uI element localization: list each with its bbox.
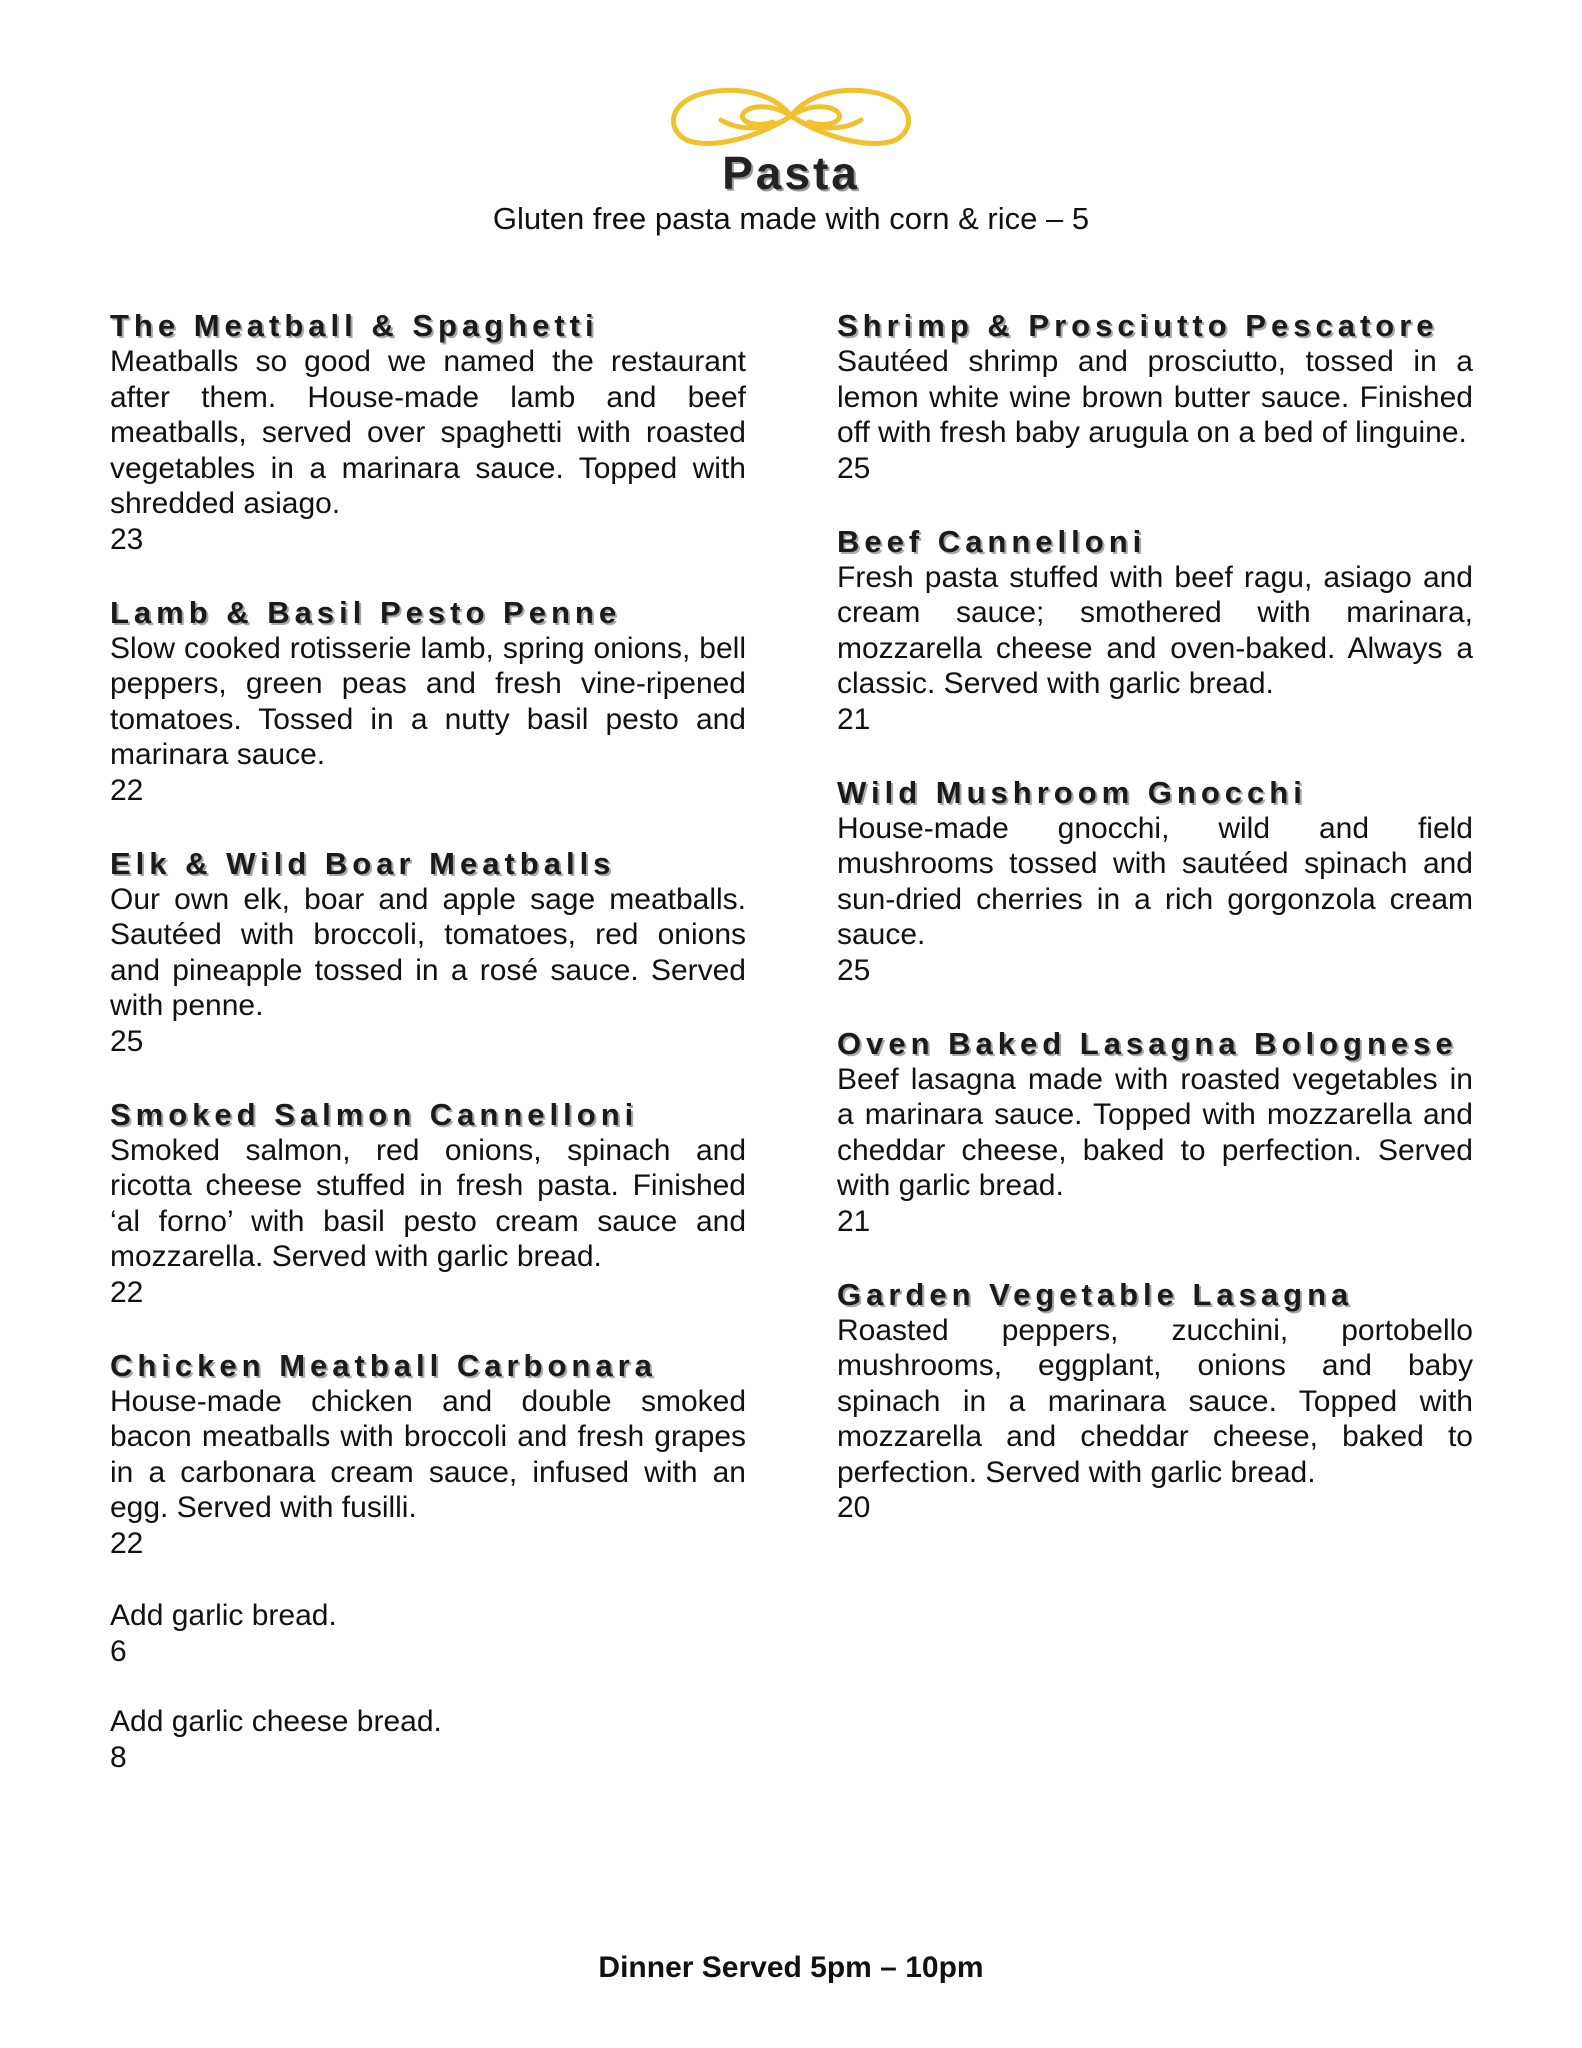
menu-item-price: 21: [837, 1204, 871, 1238]
menu-item-description: Fresh pasta stuffed with beef ragu, asiago and cream sauce; smothered with marinara, mozzarella cheese and oven-baked. Always a classic. Served with garlic bread.: [837, 560, 1473, 700]
menu-item-name: Chicken Meatball Carbonara: [110, 1347, 657, 1383]
menu-item-description: Our own elk, boar and apple sage meatballs. Sautéed with broccoli, tomatoes, red onions and pineapple tossed in a rosé sauce. Served with penne.: [110, 882, 746, 1022]
menu-item-name: The Meatball & Spaghetti: [110, 308, 599, 343]
addon-garlic-cheese-bread: [110, 1704, 746, 1776]
menu-item: [110, 307, 746, 558]
addon-price: 8: [110, 1740, 127, 1774]
menu-item-name: Garden Vegetable Lasagna: [837, 1276, 1354, 1312]
addon-label: Add garlic cheese bread.: [110, 1704, 442, 1738]
menu-item: [110, 1096, 746, 1311]
menu-item: [110, 845, 746, 1060]
gluten-free-note: Gluten free pasta made with corn & rice – 5: [492, 201, 1090, 236]
page-title: Pasta: [722, 147, 860, 199]
menu-item-name: Smoked Salmon Cannelloni: [110, 1096, 639, 1132]
menu-item-description: Sautéed shrimp and prosciutto, tossed in a lemon white wine brown butter sauce. Finished off with fresh baby arugula on a bed of linguine.: [837, 345, 1473, 449]
menu-item-name: Beef Cannelloni: [837, 523, 1147, 559]
menu-item: [837, 523, 1473, 738]
addon-label: Add garlic bread.: [110, 1598, 337, 1632]
menu-item: [837, 1276, 1473, 1527]
menu-item-name: Shrimp & Prosciutto Pescatore: [837, 308, 1439, 343]
addon-price: 6: [110, 1634, 127, 1668]
menu-item-price: 20: [837, 1491, 871, 1524]
menu-item-name: Wild Mushroom Gnocchi: [837, 774, 1307, 810]
menu-item: [837, 1025, 1473, 1240]
menu-item-description: House-made gnocchi, wild and field mushrooms tossed with sautéed spinach and sun-dried cherries in a rich gorgonzola cream sauce.: [837, 811, 1473, 951]
addon-garlic-bread: [110, 1598, 746, 1670]
left-menu-column: [110, 307, 746, 1810]
menu-item-description: Roasted peppers, zucchini, portobello mushrooms, eggplant, onions and baby spinach in a marinara sauce. Topped with mozzarella and cheddar cheese, baked to perfection. Served with garlic bread.: [837, 1313, 1473, 1489]
menu-item-price: 25: [837, 451, 871, 485]
gold-flourish-ornament-icon: [661, 80, 921, 152]
right-menu-column: [837, 307, 1473, 1562]
menu-item-price: 22: [110, 773, 144, 807]
menu-item: [110, 594, 746, 809]
menu-item-name: Oven Baked Lasagna Bolognese: [837, 1025, 1458, 1061]
menu-item-description: House-made chicken and double smoked bacon meatballs with broccoli and fresh grapes in a carbonara cream sauce, infused with an egg. Served with fusilli.: [110, 1384, 746, 1524]
menu-item: [110, 1347, 746, 1562]
menu-item-description: Smoked salmon, red onions, spinach and ricotta cheese stuffed in fresh pasta. Finished ‘al forno’ with basil pesto cream sauce and mozzarella. Served with garlic bread.: [110, 1133, 746, 1273]
menu-item-name: Lamb & Basil Pesto Penne: [110, 594, 622, 630]
menu-item-price: 23: [110, 522, 144, 556]
menu-item-name: Elk & Wild Boar Meatballs: [110, 845, 616, 881]
menu-item-description: Meatballs so good we named the restaurant after them. House-made lamb and beef meatballs, served over spaghetti with roasted vegetables in a marinara sauce. Topped with shredded asiago.: [110, 345, 746, 520]
menu-item: [837, 774, 1473, 989]
menu-item-price: 22: [110, 1275, 144, 1309]
menu-item-price: 21: [837, 702, 871, 736]
dinner-hours-footer: Dinner Served 5pm – 10pm: [598, 1951, 984, 1984]
menu-item-price: 22: [110, 1526, 144, 1560]
menu-item-price: 25: [110, 1024, 144, 1058]
menu-item-description: Beef lasagna made with roasted vegetables in a marinara sauce. Topped with mozzarella and cheddar cheese, baked to perfection. Served with garlic bread.: [837, 1062, 1473, 1202]
menu-item-description: Slow cooked rotisserie lamb, spring onions, bell peppers, green peas and fresh vine-ripened tomatoes. Tossed in a nutty basil pesto and marinara sauce.: [110, 631, 746, 771]
menu-item: [837, 307, 1473, 487]
menu-item-price: 25: [837, 953, 871, 987]
